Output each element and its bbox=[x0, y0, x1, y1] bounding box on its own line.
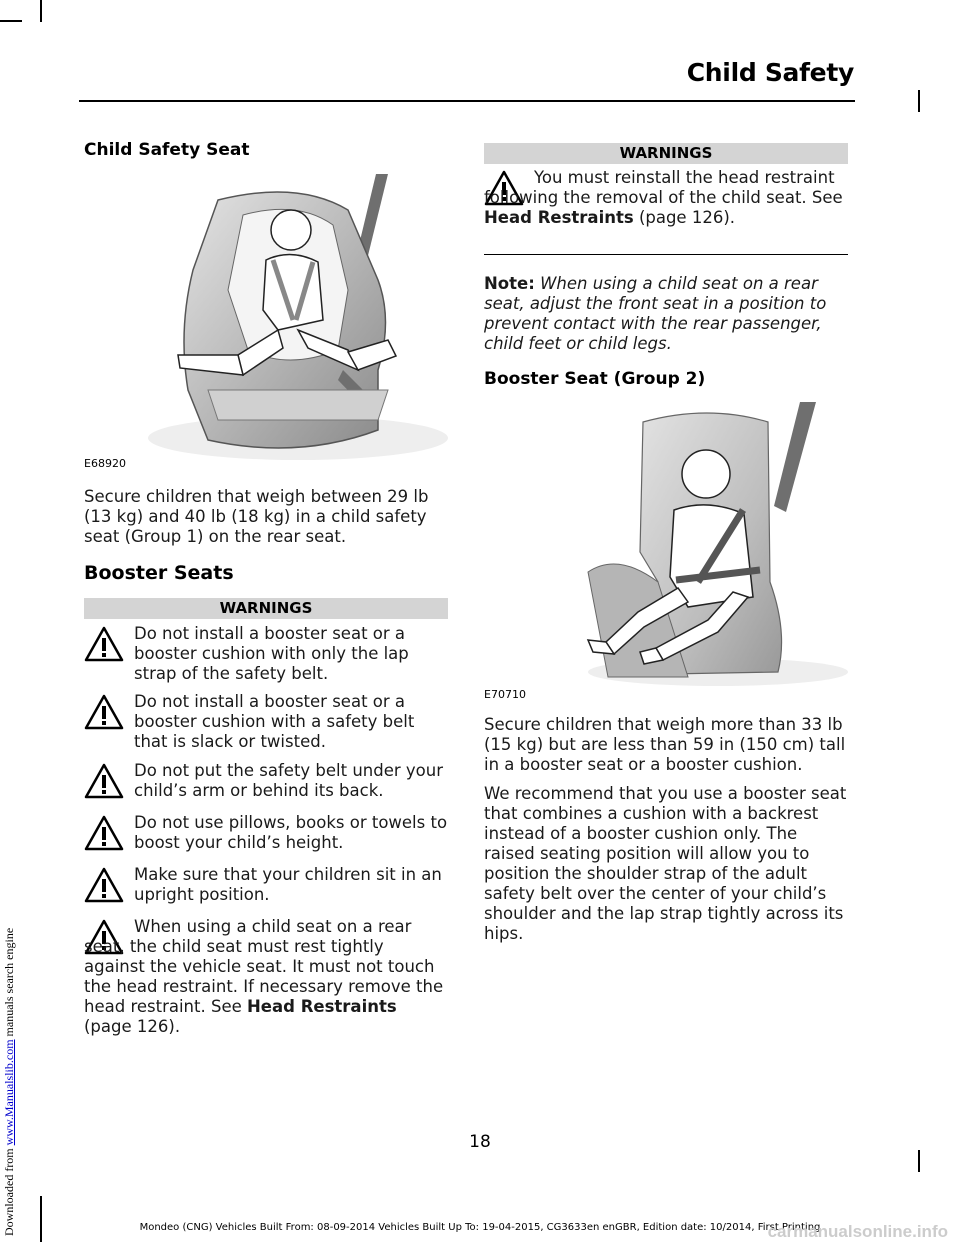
page-footer: Mondeo (CNG) Vehicles Built From: 08-09-2014 Vehicles Built Up To: 19-04-2015, CG3633en enGBR, Edition date: 10/2014, First Printing bbox=[139, 1222, 821, 1233]
crop-mark bbox=[0, 20, 22, 22]
warnings-header: WARNINGS bbox=[484, 143, 848, 164]
title-divider bbox=[79, 100, 855, 102]
child-seat-drawing bbox=[148, 170, 448, 460]
page-number: 18 bbox=[469, 1132, 491, 1152]
warning-text bbox=[84, 917, 448, 1037]
warning-text: Make sure that your children sit in an upright position. bbox=[134, 865, 442, 904]
warning-text: Do not install a booster seat or a booster cushion with only the lap strap of the safety belt. bbox=[134, 624, 409, 683]
download-side-note bbox=[2, 928, 17, 1236]
page-title: Child Safety bbox=[686, 58, 854, 87]
warning-divider bbox=[484, 254, 848, 255]
child-safety-seat-illustration bbox=[148, 170, 448, 460]
warning-text: Do not put the safety belt under your child’s arm or behind its back. bbox=[134, 761, 444, 800]
warning-item bbox=[84, 865, 448, 905]
section-heading-booster-seats: Booster Seats bbox=[84, 562, 234, 584]
note-label: Note: bbox=[484, 274, 535, 293]
warning-item bbox=[84, 761, 448, 801]
paragraph-group1: Secure children that weigh between 29 lb (13 kg) and 40 lb (18 kg) in a child safety seat (Group 1) on the rear seat. bbox=[84, 487, 429, 546]
warning-item bbox=[84, 813, 448, 853]
head-restraints-reference[interactable]: Head Restraints bbox=[247, 997, 397, 1016]
crop-mark bbox=[40, 0, 42, 22]
warning-body: You must reinstall the head restraint following the removal of the child seat. See bbox=[484, 168, 843, 207]
note-text: When using a child seat on a rear seat, adjust the front seat in a position to prevent contact with the rear passenger, child feet or child legs. bbox=[484, 274, 827, 353]
warning-item bbox=[484, 168, 848, 228]
warning-body: When using a child seat on a rear seat, the child seat must rest tightly against the vehicle seat. It must not touch the head restraint. If necessary remove the head restraint. See bbox=[84, 917, 444, 1016]
paragraph-recommendation: We recommend that you use a booster seat that combines a cushion with a backrest instead of a booster cushion only. The raised seating position will allow you to position the shoulder strap of the adult safety belt over the center of your child’s shoulder and the lap strap tightly across its hips. bbox=[484, 784, 847, 943]
paragraph-group2: Secure children that weigh more than 33 lb (15 kg) but are less than 59 in (150 cm) tall in a booster seat or a booster cushion. bbox=[484, 715, 846, 774]
booster-seat-drawing bbox=[548, 402, 848, 690]
side-note-prefix: Downloaded from bbox=[2, 1148, 16, 1236]
figure-code: E68920 bbox=[84, 457, 126, 470]
crop-mark bbox=[918, 1150, 920, 1172]
warning-item bbox=[84, 624, 448, 684]
watermark: carmanualsonline.info bbox=[767, 1222, 948, 1241]
note-paragraph bbox=[484, 274, 848, 354]
page-reference: (page 126). bbox=[84, 1017, 181, 1036]
page-reference: (page 126). bbox=[638, 208, 736, 227]
crop-mark bbox=[40, 1196, 42, 1242]
manualslib-link[interactable]: www.Manualslib.com bbox=[2, 1039, 16, 1146]
figure-code: E70710 bbox=[484, 688, 526, 701]
crop-mark bbox=[918, 90, 920, 112]
section-heading-child-safety-seat: Child Safety Seat bbox=[84, 140, 250, 160]
section-heading-booster-seat-group2: Booster Seat (Group 2) bbox=[484, 369, 706, 389]
warning-item bbox=[84, 917, 448, 1037]
warning-text: Do not install a booster seat or a booster cushion with a safety belt that is slack or twisted. bbox=[134, 692, 415, 751]
warnings-header: WARNINGS bbox=[84, 598, 448, 619]
side-note-suffix: manuals search engine bbox=[2, 927, 16, 1037]
warning-item bbox=[84, 692, 448, 752]
booster-seat-illustration bbox=[548, 402, 848, 690]
warning-text: Do not use pillows, books or towels to boost your child’s height. bbox=[134, 813, 448, 852]
warning-text bbox=[484, 168, 848, 228]
head-restraints-reference[interactable]: Head Restraints bbox=[484, 208, 634, 227]
